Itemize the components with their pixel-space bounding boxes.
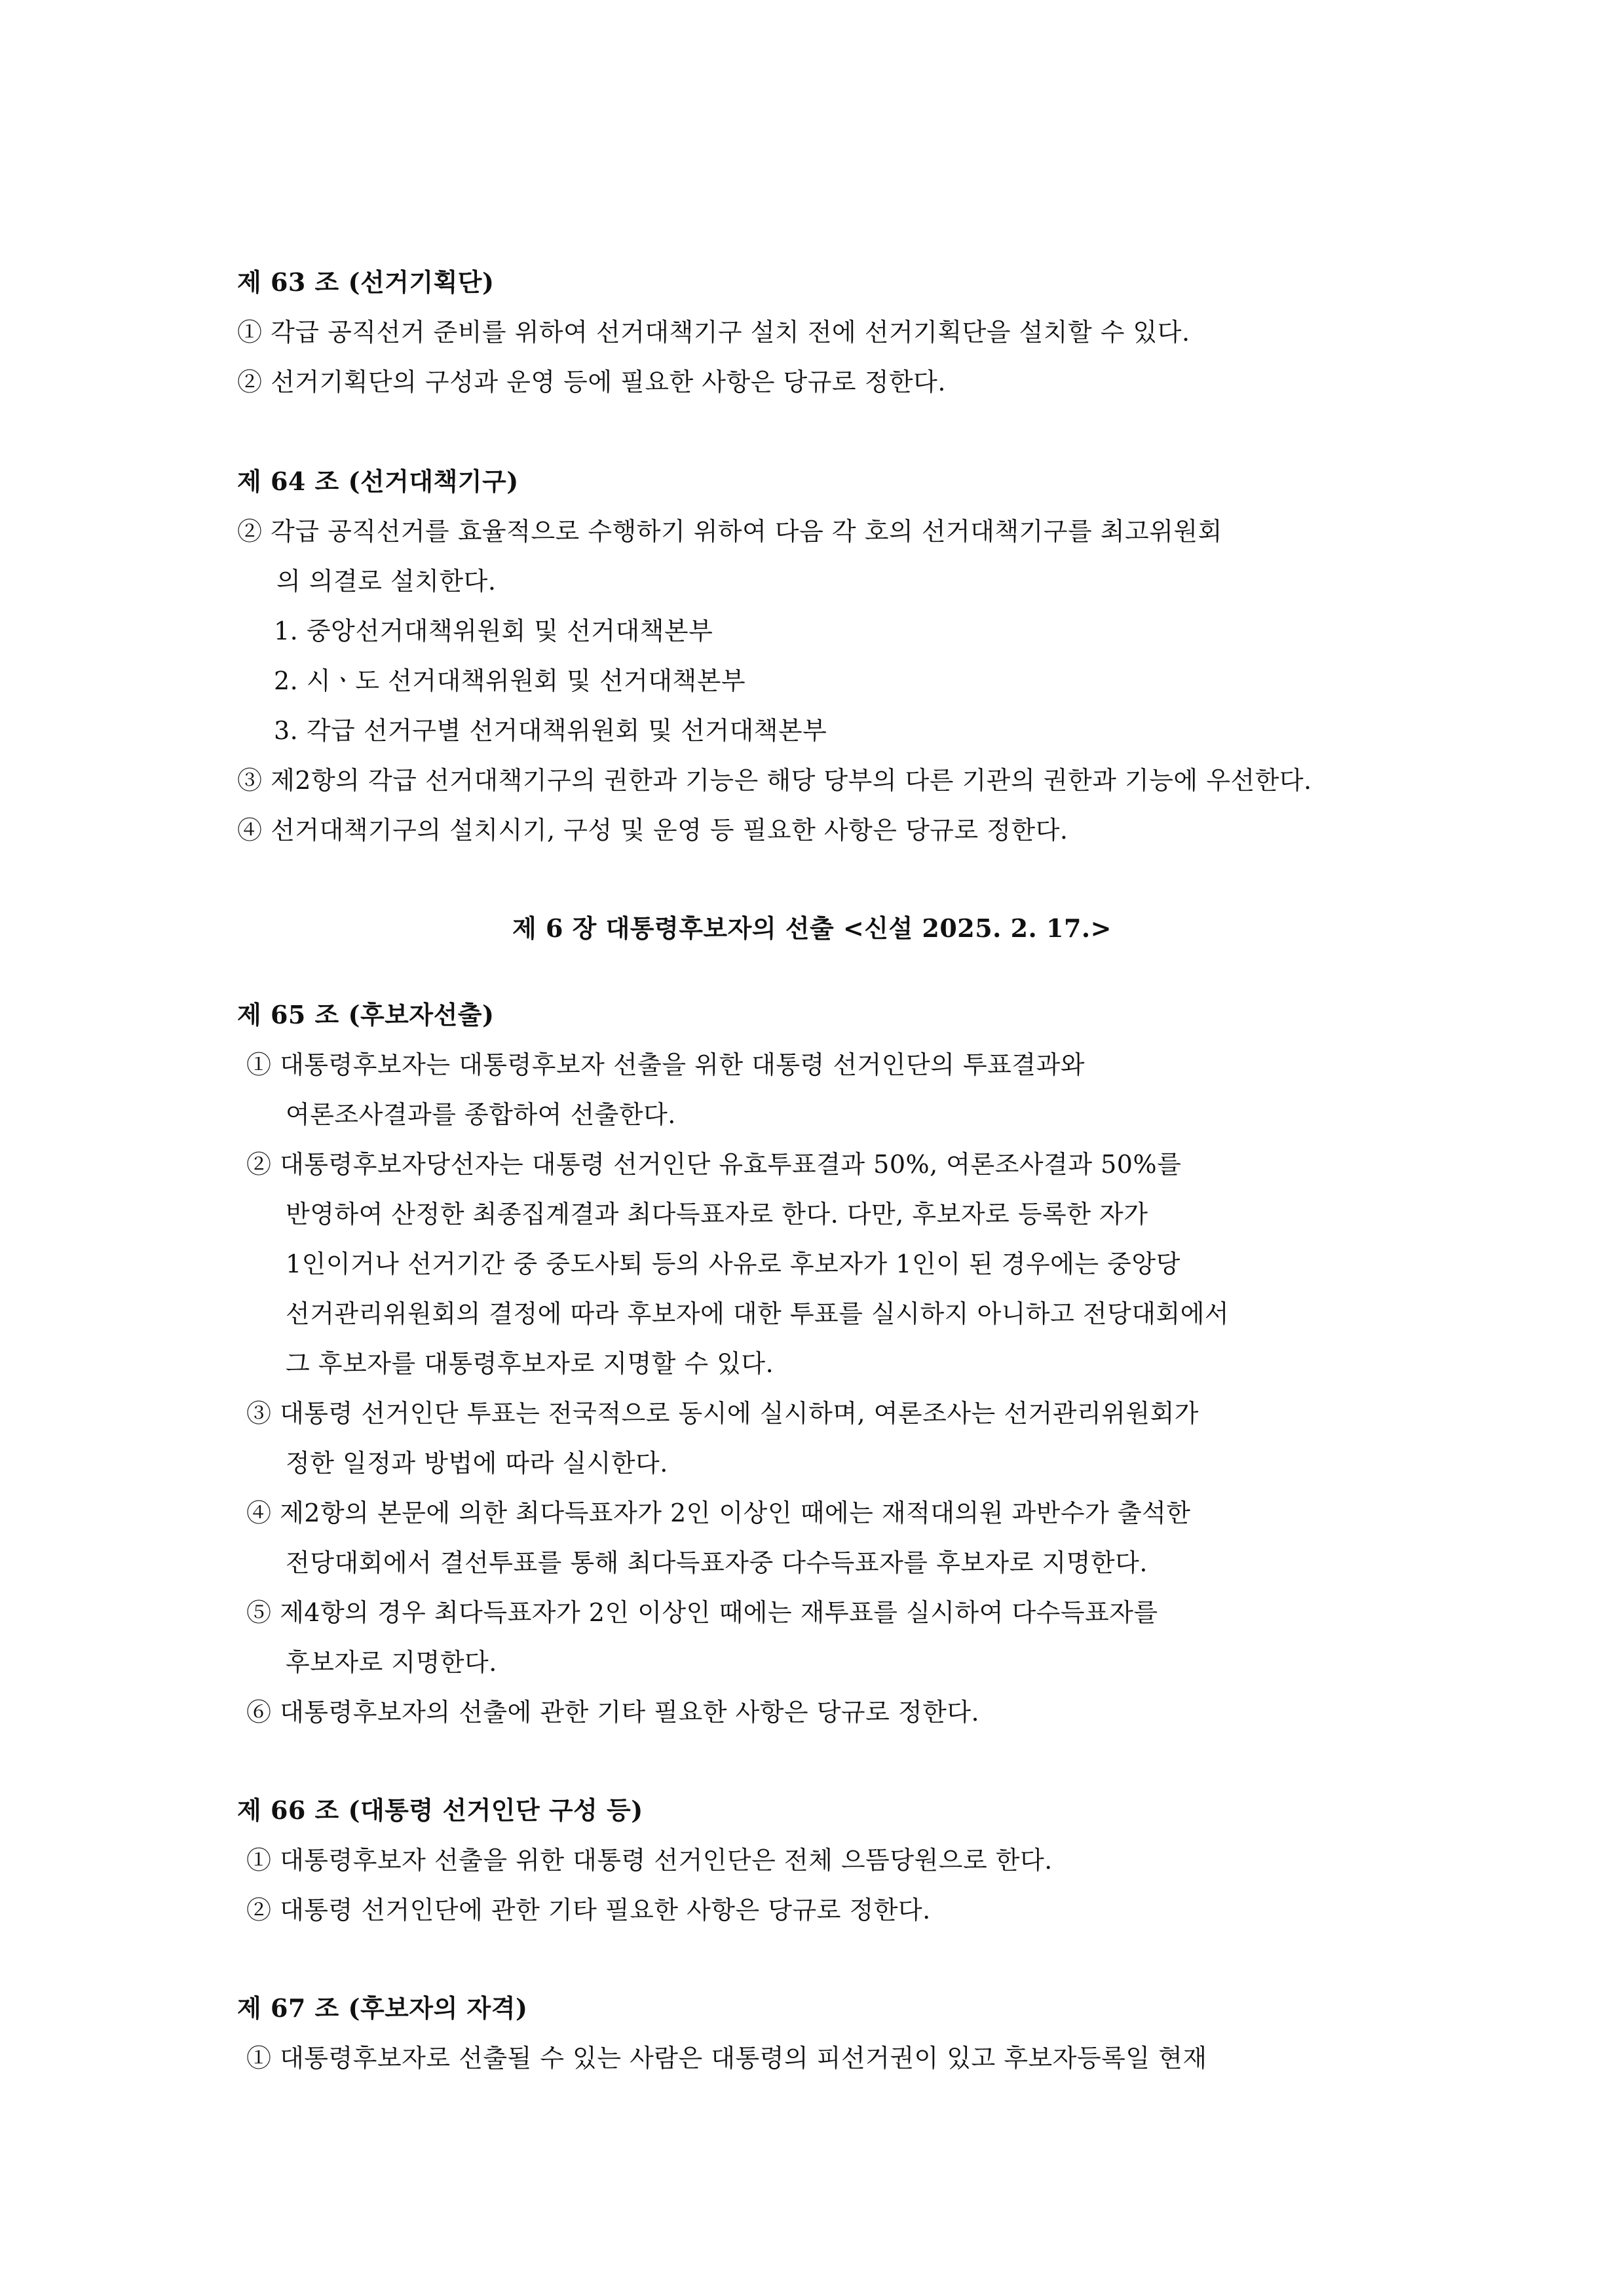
article-65-clause-1-cont: 여론조사결과를 종합하여 선출한다. [286, 1100, 676, 1129]
article-65-clause-2-cont-1: 반영하여 산정한 최종집계결과 최다득표자로 한다. 다만, 후보자로 등록한 자가 [286, 1200, 1148, 1229]
article-64-item-2: 2. 시ㆍ도 선거대책위원회 및 선거대책본부 [274, 666, 746, 695]
article-64-clause-4: ④ 선거대책기구의 설치시기, 구성 및 운영 등 필요한 사항은 당규로 정한다. [237, 816, 1068, 845]
article-67-clause-1: ① 대통령후보자로 선출될 수 있는 사람은 대통령의 피선거권이 있고 후보자등록일 현재 [246, 2044, 1207, 2073]
article-65-clause-5: ⑤ 제4항의 경우 최다득표자가 2인 이상인 때에는 재투표를 실시하여 다수득표자를 [246, 1598, 1158, 1627]
article-63-heading: 제 63 조 (선거기획단) [237, 267, 495, 297]
article-63-clause-2: ② 선거기획단의 구성과 운영 등에 필요한 사항은 당규로 정한다. [237, 368, 946, 396]
article-64-item-1: 1. 중앙선거대책위원회 및 선거대책본부 [274, 617, 713, 645]
article-65-clause-3: ③ 대통령 선거인단 투표는 전국적으로 동시에 실시하며, 여론조사는 선거관리위원회가 [246, 1399, 1199, 1428]
article-65-clause-3-cont: 정한 일정과 방법에 따라 실시한다. [286, 1449, 668, 1478]
article-65-clause-6: ⑥ 대통령후보자의 선출에 관한 기타 필요한 사항은 당규로 정한다. [246, 1698, 980, 1727]
chapter-6-title: 제 6 장 대통령후보자의 선출 <신설 2025. 2. 17.> [512, 913, 1112, 943]
article-64-clause-2: ② 각급 공직선거를 효율적으로 수행하기 위하여 다음 각 호의 선거대책기구를 최고위원회 [237, 517, 1222, 546]
article-64-clause-3: ③ 제2항의 각급 선거대책기구의 권한과 기능은 해당 당부의 다른 기관의 권한과 기능에 우선한다. [237, 766, 1312, 795]
article-65-clause-2-cont-4: 그 후보자를 대통령후보자로 지명할 수 있다. [286, 1349, 774, 1378]
article-65-clause-2-cont-2: 1인이거나 선거기간 중 중도사퇴 등의 사유로 후보자가 1인이 된 경우에는 중앙당 [286, 1250, 1180, 1278]
article-63-clause-1: ① 각급 공직선거 준비를 위하여 선거대책기구 설치 전에 선거기획단을 설치할 수 있다. [237, 318, 1190, 347]
article-65-clause-4-cont: 전당대회에서 결선투표를 통해 최다득표자중 다수득표자를 후보자로 지명한다. [286, 1548, 1148, 1577]
article-65-clause-2-cont-3: 선거관리위원회의 결정에 따라 후보자에 대한 투표를 실시하지 아니하고 전당대회에서 [286, 1299, 1230, 1328]
article-67-heading: 제 67 조 (후보자의 자격) [237, 1993, 528, 2023]
article-65-clause-1: ① 대통령후보자는 대통령후보자 선출을 위한 대통령 선거인단의 투표결과와 [246, 1050, 1086, 1079]
article-65-clause-4: ④ 제2항의 본문에 의한 최다득표자가 2인 이상인 때에는 재적대의원 과반수가 출석한 [246, 1499, 1191, 1527]
article-66-heading: 제 66 조 (대통령 선거인단 구성 등) [237, 1795, 643, 1825]
article-64-clause-2-cont: 의 의결로 설치한다. [276, 567, 497, 596]
article-65-clause-5-cont: 후보자로 지명한다. [286, 1648, 497, 1677]
article-66-clause-1: ① 대통령후보자 선출을 위한 대통령 선거인단은 전체 으뜸당원으로 한다. [246, 1846, 1053, 1875]
article-65-clause-2: ② 대통령후보자당선자는 대통령 선거인단 유효투표결과 50%, 여론조사결과 50%를 [246, 1150, 1182, 1179]
article-64-item-3: 3. 각급 선거구별 선거대책위원회 및 선거대책본부 [274, 716, 827, 745]
article-64-heading: 제 64 조 (선거대책기구) [237, 467, 519, 496]
article-66-clause-2: ② 대통령 선거인단에 관한 기타 필요한 사항은 당규로 정한다. [246, 1896, 931, 1924]
article-65-heading: 제 65 조 (후보자선출) [237, 1000, 495, 1029]
